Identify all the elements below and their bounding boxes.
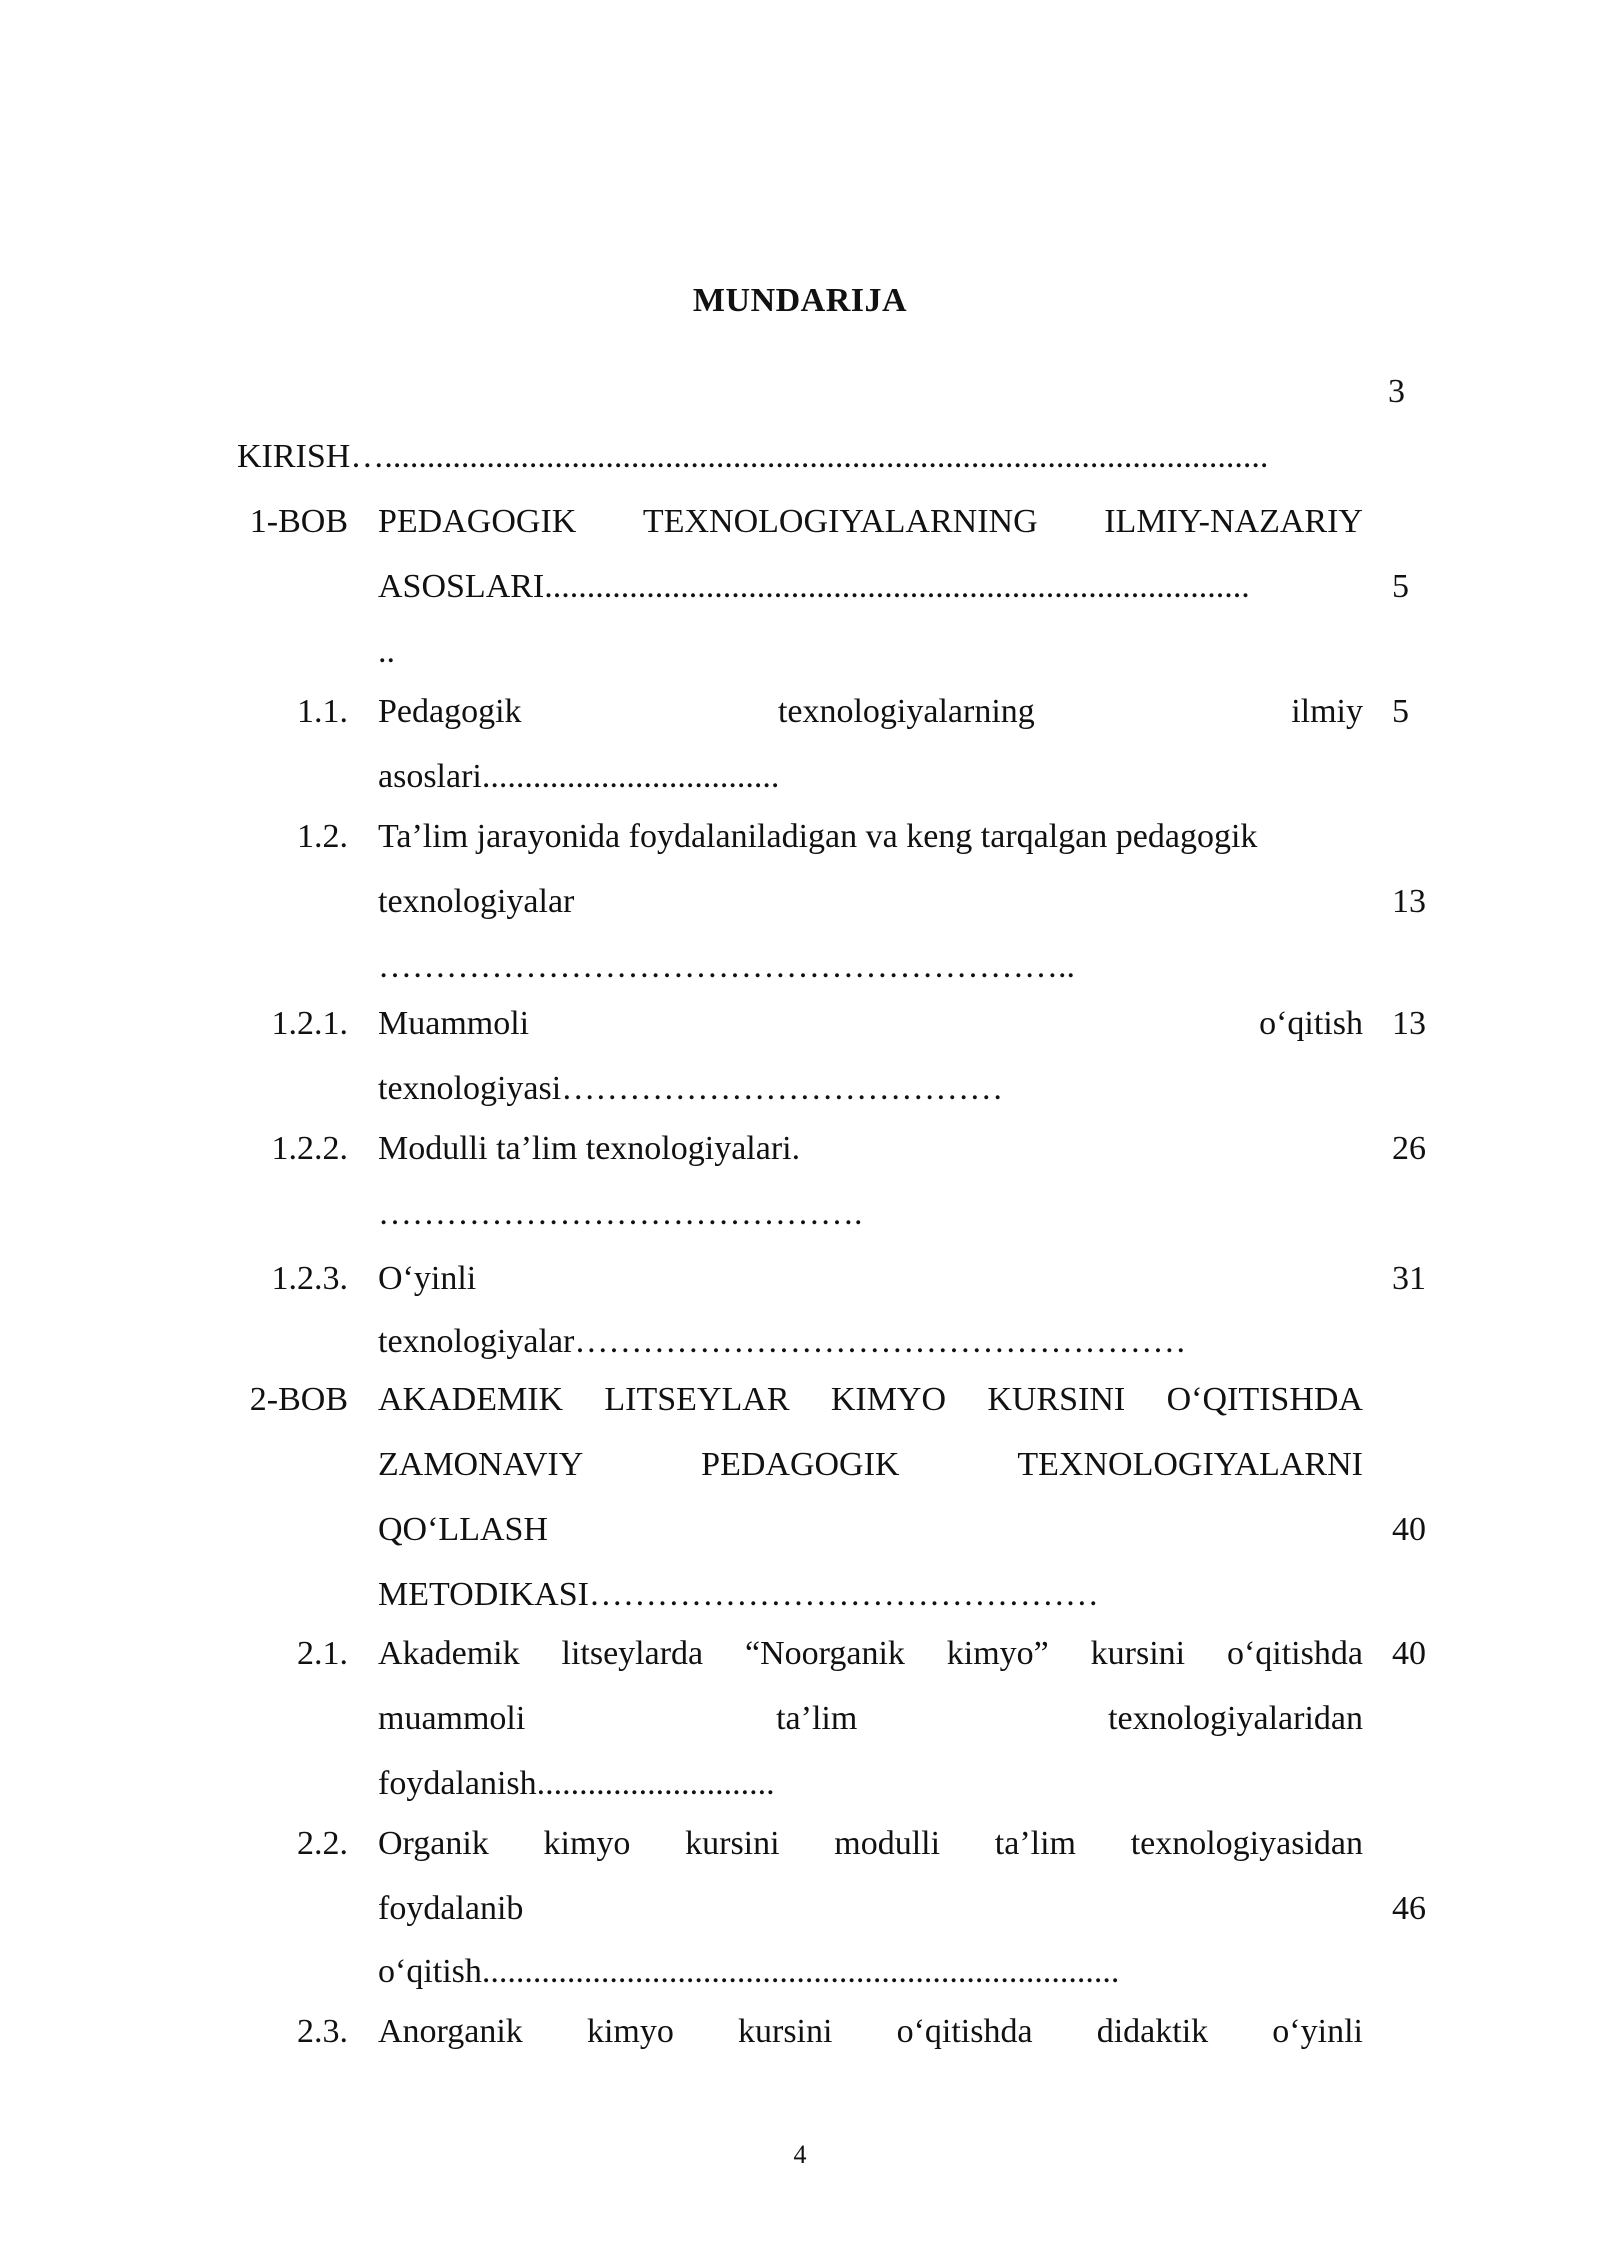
toc-section-1-2-1-number: 1.2.1. bbox=[271, 1005, 348, 1042]
toc-intro: KIRISH…........................................................................................................ bbox=[237, 438, 1269, 475]
word: ilmiy bbox=[1291, 693, 1363, 730]
toc-section-1-2-line-2: texnologiyalar bbox=[378, 883, 575, 920]
toc-section-2-1-number: 2.1. bbox=[297, 1635, 348, 1672]
toc-section-2-3-line-1 bbox=[378, 2010, 1363, 2054]
toc-section-2-2-line-2: foydalanib bbox=[378, 1890, 524, 1927]
toc-chapter-1-line-2: ASOSLARI................................................................................... bbox=[378, 568, 1250, 605]
word: LITSEYLAR bbox=[604, 1381, 790, 1418]
toc-chapter-2-line-4: METODIKASI……………………………………… bbox=[378, 1576, 1099, 1613]
toc-section-1-2-2-line-1: Modulli ta’lim texnologiyalari. bbox=[378, 1130, 801, 1167]
toc-page-section-1-2: 13 bbox=[1392, 883, 1426, 920]
toc-chapter-1-line-1 bbox=[378, 500, 1363, 544]
page-number: 4 bbox=[793, 2140, 807, 2169]
toc-section-1-1-number: 1.1. bbox=[297, 693, 348, 730]
toc-section-1-2-line-1: Ta’lim jarayonida foydalaniladigan va keng tarqalgan pedagogik bbox=[378, 818, 1258, 855]
word: O‘QITISHDA bbox=[1166, 1381, 1363, 1418]
toc-page-section-1-2-3: 31 bbox=[1392, 1260, 1426, 1297]
toc-section-1-2-3-line-2: texnologiyalar……………………………………………… bbox=[378, 1323, 1187, 1360]
word: texnologiyalarning bbox=[777, 693, 1035, 730]
toc-page-section-1-2-1: 13 bbox=[1392, 1005, 1426, 1042]
word: KURSINI bbox=[987, 1381, 1126, 1418]
word: texnologiyasidan bbox=[1130, 1825, 1363, 1862]
word: o‘qitish bbox=[1259, 1005, 1363, 1042]
toc-section-1-2-3-line-1: O‘yinli bbox=[378, 1260, 477, 1297]
word: kursini bbox=[685, 1825, 780, 1862]
word: Muammoli bbox=[378, 1005, 530, 1042]
toc-page-section-1-1: 5 bbox=[1392, 693, 1409, 730]
toc-chapter-2-line-3: QO‘LLASH bbox=[378, 1511, 548, 1548]
toc-chapter-1-line-3: .. bbox=[378, 633, 395, 670]
toc-page-chapter-2: 40 bbox=[1392, 1511, 1426, 1548]
word: didaktik bbox=[1096, 2013, 1209, 2050]
toc-section-2-2-line-1 bbox=[378, 1822, 1363, 1866]
toc-section-1-2-number: 1.2. bbox=[297, 818, 348, 855]
word: PEDAGOGIK bbox=[378, 503, 577, 540]
toc-section-2-2-line-3: o‘qitish........................................................................... bbox=[378, 1953, 1120, 1990]
word: TEXNOLOGIYALARNI bbox=[1017, 1446, 1363, 1483]
word: ILMIY-NAZARIY bbox=[1104, 503, 1363, 540]
word: texnologiyalaridan bbox=[1108, 1700, 1363, 1737]
word: PEDAGOGIK bbox=[701, 1446, 900, 1483]
toc-chapter-2-line-2 bbox=[378, 1443, 1363, 1487]
toc-chapter-1-number: 1-BOB bbox=[249, 503, 348, 540]
word: muammoli bbox=[378, 1700, 526, 1737]
toc-section-2-1-line-3: foydalanish............................ bbox=[378, 1765, 775, 1802]
toc-section-1-1-line-2: asoslari................................... bbox=[378, 758, 780, 795]
toc-section-1-2-1-line-2: texnologiyasi………………………………… bbox=[378, 1070, 1004, 1107]
toc-section-2-3-number: 2.3. bbox=[297, 2013, 348, 2050]
word: o‘qitishda bbox=[896, 2013, 1033, 2050]
toc-section-2-1-line-2 bbox=[378, 1697, 1363, 1741]
word: KIMYO bbox=[830, 1381, 947, 1418]
word: modulli bbox=[834, 1825, 941, 1862]
word: o‘qitishda bbox=[1226, 1635, 1363, 1672]
word: Organik bbox=[378, 1825, 489, 1862]
word: “Noorganik bbox=[745, 1635, 905, 1672]
word: kimyo bbox=[586, 2013, 674, 2050]
word: ZAMONAVIY bbox=[378, 1446, 584, 1483]
word: kimyo” bbox=[946, 1635, 1049, 1672]
word: o‘yinli bbox=[1272, 2013, 1363, 2050]
word: Pedagogik bbox=[378, 693, 522, 730]
toc-section-2-1-line-1 bbox=[378, 1632, 1363, 1676]
toc-page-intro: 3 bbox=[1388, 373, 1405, 410]
toc-page-section-2-1: 40 bbox=[1392, 1635, 1426, 1672]
word: litseylarda bbox=[561, 1635, 704, 1672]
word: Akademik bbox=[378, 1635, 520, 1672]
toc-section-1-1-line-1 bbox=[378, 690, 1363, 734]
word: kimyo bbox=[543, 1825, 631, 1862]
word: Anorganik bbox=[378, 2013, 523, 2050]
document-title: MUNDARIJA bbox=[692, 282, 908, 319]
toc-page-chapter-1: 5 bbox=[1392, 568, 1409, 605]
toc-section-1-2-2-line-2: ……………………………………. bbox=[378, 1195, 863, 1232]
toc-chapter-2-number: 2-BOB bbox=[249, 1381, 348, 1418]
word: AKADEMIK bbox=[378, 1381, 564, 1418]
toc-chapter-2-line-1 bbox=[378, 1378, 1363, 1422]
word: kursini bbox=[738, 2013, 833, 2050]
word: kursini bbox=[1090, 1635, 1186, 1672]
toc-page-section-1-2-2: 26 bbox=[1392, 1130, 1426, 1167]
word: ta’lim bbox=[776, 1700, 858, 1737]
toc-section-2-2-number: 2.2. bbox=[297, 1825, 348, 1862]
toc-section-1-2-2-number: 1.2.2. bbox=[271, 1130, 348, 1167]
toc-section-1-2-line-3: …………………………………………………….. bbox=[378, 948, 1075, 985]
word: TEXNOLOGIYALARNING bbox=[642, 503, 1038, 540]
toc-section-1-2-3-number: 1.2.3. bbox=[271, 1260, 348, 1297]
word: ta’lim bbox=[994, 1825, 1076, 1862]
toc-page-section-2-2: 46 bbox=[1392, 1890, 1426, 1927]
toc-section-1-2-1-line-1 bbox=[378, 1002, 1363, 1046]
